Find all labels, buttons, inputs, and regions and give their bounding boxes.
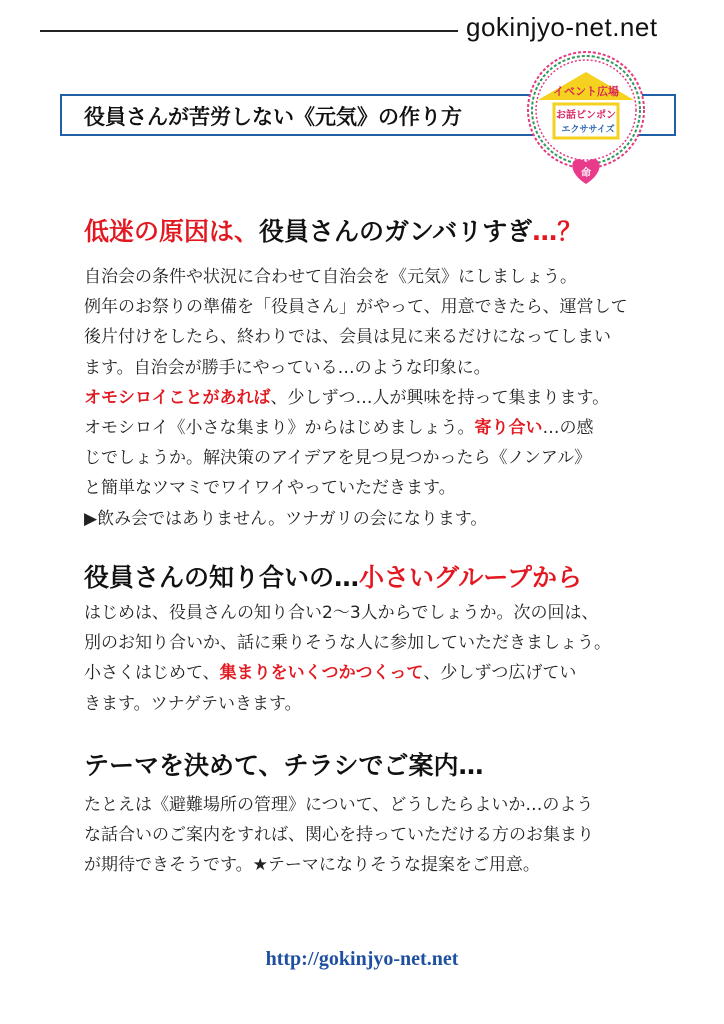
section2-body: [84, 598, 674, 719]
site-logo[interactable]: gokinjyo-net.net: [466, 12, 658, 42]
section2-heading: [84, 558, 582, 594]
paragraph-line: [84, 658, 674, 688]
badge-top-label: イベント広場: [553, 85, 619, 98]
section1-heading-black: 役員さんのガンバリすぎ: [259, 217, 533, 246]
emphasis-text: 寄り合い: [474, 418, 543, 439]
page-title: 役員さんが苦労しない《元気》の作り方: [84, 105, 462, 129]
badge-line1: お話ピンポン: [556, 110, 616, 121]
paragraph-line: きます。ツナゲテいきます。: [84, 693, 302, 714]
section1-body: [84, 262, 674, 534]
paragraph-line: ます。自治会が勝手にやっている…のような印象に。: [84, 357, 491, 378]
event-badge-logo: [524, 48, 648, 186]
paragraph-line: [84, 383, 674, 413]
plain-text: 、少しずつ広げてい: [423, 663, 577, 684]
paragraph-line: たとえは《避難場所の管理》について、どうしたらよいか…のよう: [84, 795, 594, 815]
paragraph-line: ▶飲み会ではありません。ツナガリの会になります。: [84, 508, 488, 529]
section3-body: [84, 790, 674, 881]
emphasis-text: オモシロイことがあれば: [84, 387, 271, 408]
section3-heading: テーマを決めて、チラシでご案内…: [84, 751, 484, 780]
footer-url-link[interactable]: http://gokinjyo-net.net: [265, 948, 459, 970]
section1-heading-red: 低迷の原因は、: [84, 217, 260, 246]
paragraph-line: な話合いのご案内をすれば、関心を持っていただける方のお集まり: [84, 825, 594, 846]
header-rule: [40, 30, 458, 32]
plain-text: 、少しずつ…人が興味を持って集まります。: [270, 387, 610, 408]
paragraph-line: 自治会の条件や状況に合わせて自治会を《元気》にしましょう。: [84, 267, 577, 287]
emphasis-text: 集まりをいくつかつくって: [219, 663, 424, 684]
paragraph-line: が期待できそうです。★テーマになりそうな提案をご用意。: [84, 855, 540, 876]
badge-line2: エクササイズ: [561, 125, 615, 135]
section1-heading-tail: …？: [532, 217, 583, 246]
paragraph-line: 後片付けをしたら、終わりでは、会員は見に来るだけになってしまい: [84, 327, 611, 348]
plain-text: 小さくはじめて、: [84, 663, 220, 684]
plain-text: オモシロイ《小さな集まり》からはじめましょう。: [84, 418, 475, 439]
section1-heading: [84, 212, 582, 248]
section2-heading-red: 小さいグループから: [359, 563, 583, 592]
plain-text: …の感: [542, 418, 594, 439]
paragraph-line: はじめは、役員さんの知り合い2〜3人からでしょうか。次の回は、: [84, 603, 599, 623]
paragraph-line: と簡単なツマミでワイワイやっていただきます。: [84, 478, 456, 499]
section2-heading-black: 役員さんの知り合いの…: [84, 563, 360, 592]
paragraph-line: じでしょうか。解決策のアイデアを見つ見つかったら《ノンアル》: [84, 448, 592, 469]
paragraph-line: 例年のお祭りの準備を「役員さん」がやって、用意できたら、運営して: [84, 297, 628, 318]
paragraph-line: [84, 413, 674, 443]
paragraph-line: 別のお知り合いか、話に乗りそうな人に参加していただきましょう。: [84, 633, 611, 654]
heart-text: 命: [581, 168, 591, 179]
